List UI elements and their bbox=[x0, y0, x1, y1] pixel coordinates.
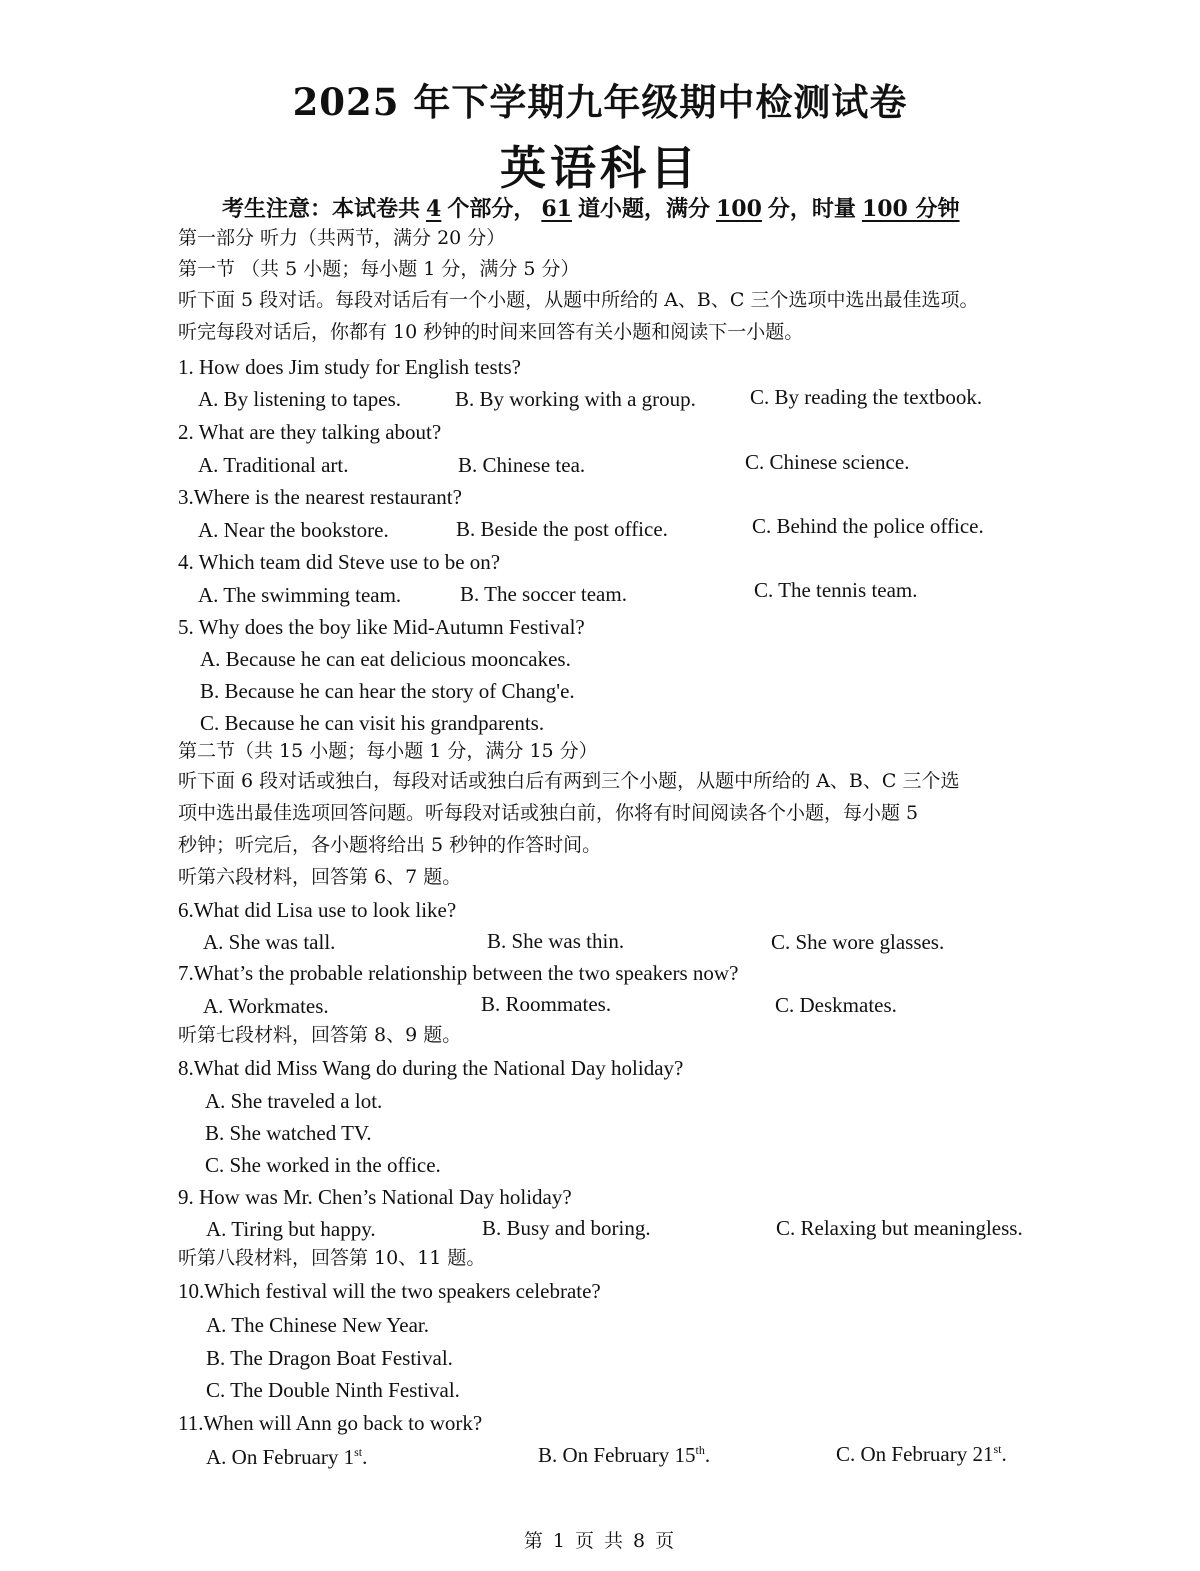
q3-option-a: A. Near the bookstore. bbox=[198, 518, 389, 542]
notice-score: 100 bbox=[715, 196, 762, 222]
q11-option-c-text: C. On February 21 bbox=[836, 1442, 994, 1466]
section2-heading: 第二节（共 15 小题；每小题 1 分，满分 15 分） bbox=[178, 740, 598, 762]
q11-option-a bbox=[206, 1445, 367, 1470]
exam-notice bbox=[222, 192, 966, 223]
q10-option-b: B. The Dragon Boat Festival. bbox=[206, 1346, 453, 1370]
notice-prefix: 考生注意：本试卷共 bbox=[222, 196, 421, 222]
q11-option-b-sup: th bbox=[695, 1443, 705, 1457]
q4-option-b: B. The soccer team. bbox=[460, 582, 627, 606]
notice-mid2: 道小题，满分 bbox=[577, 196, 710, 222]
part1-heading: 第一部分 听力（共两节，满分 20 分） bbox=[178, 227, 506, 249]
exam-title: 2025 年下学期九年级期中检测试卷 bbox=[292, 80, 908, 124]
notice-parts: 4 bbox=[426, 196, 442, 222]
q7-option-a: A. Workmates. bbox=[203, 994, 329, 1018]
q2-option-a: A. Traditional art. bbox=[198, 453, 349, 477]
q5-option-b: B. Because he can hear the story of Chang'e. bbox=[200, 679, 575, 703]
question-6: 6.What did Lisa use to look like? bbox=[178, 898, 457, 922]
section2-instruction-2: 项中选出最佳选项回答问题。听每段对话或独白前，你将有时间阅读各个小题，每小题 5 bbox=[178, 802, 919, 824]
q3-option-b: B. Beside the post office. bbox=[456, 517, 668, 541]
q5-option-a: A. Because he can eat delicious mooncakes. bbox=[200, 647, 571, 671]
question-3: 3.Where is the nearest restaurant? bbox=[178, 485, 462, 509]
q6-option-c: C. She wore glasses. bbox=[771, 930, 945, 954]
question-4: 4. Which team did Steve use to be on? bbox=[178, 550, 501, 574]
section1-instruction-2: 听完每段对话后，你都有 10 秒钟的时间来回答有关小题和阅读下一小题。 bbox=[178, 321, 804, 343]
q4-option-c: C. The tennis team. bbox=[754, 578, 918, 602]
q1-option-a: A. By listening to tapes. bbox=[198, 387, 401, 411]
question-10: 10.Which festival will the two speakers celebrate? bbox=[178, 1279, 601, 1303]
notice-time: 100 分钟 bbox=[861, 196, 960, 222]
q9-option-a: A. Tiring but happy. bbox=[206, 1217, 376, 1241]
q6-option-a: A. She was tall. bbox=[203, 930, 336, 954]
page-footer: 第 1 页 共 8 页 bbox=[523, 1530, 677, 1552]
q9-option-c: C. Relaxing but meaningless. bbox=[776, 1216, 1023, 1240]
q7-option-c: C. Deskmates. bbox=[775, 993, 897, 1017]
q1-option-b: B. By working with a group. bbox=[455, 387, 696, 411]
q2-option-b: B. Chinese tea. bbox=[458, 453, 586, 477]
material-7-heading: 听第七段材料，回答第 8、9 题。 bbox=[178, 1024, 462, 1046]
q11-option-b-end: . bbox=[704, 1443, 711, 1467]
q8-option-c: C. She worked in the office. bbox=[205, 1153, 441, 1177]
q10-option-a: A. The Chinese New Year. bbox=[206, 1313, 430, 1337]
section2-instruction-1: 听下面 6 段对话或独白，每段对话或独白后有两到三个小题，从题中所给的 A、B、C 三个选 bbox=[178, 770, 960, 792]
q11-option-c bbox=[836, 1442, 1007, 1467]
q11-option-a-end: . bbox=[362, 1445, 368, 1469]
q11-option-b-text: B. On February 15 bbox=[538, 1443, 696, 1467]
q9-option-b: B. Busy and boring. bbox=[482, 1216, 651, 1240]
q8-option-b: B. She watched TV. bbox=[205, 1121, 372, 1145]
question-11: 11.When will Ann go back to work? bbox=[178, 1411, 483, 1435]
notice-mid3: 分，时量 bbox=[767, 196, 856, 222]
section1-instruction-1: 听下面 5 段对话。每段对话后有一个小题，从题中所给的 A、B、C 三个选项中选出最佳选项。 bbox=[178, 289, 979, 311]
section2-instruction-3: 秒钟；听完后，各小题将给出 5 秒钟的作答时间。 bbox=[178, 834, 602, 856]
q11-option-a-sup: st bbox=[354, 1445, 363, 1459]
question-1: 1. How does Jim study for English tests? bbox=[178, 355, 521, 379]
q10-option-c: C. The Double Ninth Festival. bbox=[206, 1378, 460, 1402]
question-2: 2. What are they talking about? bbox=[178, 420, 442, 444]
q5-option-c: C. Because he can visit his grandparents. bbox=[200, 711, 545, 735]
q11-option-c-sup: st bbox=[993, 1442, 1002, 1456]
q6-option-b: B. She was thin. bbox=[487, 929, 625, 953]
q11-option-a-text: A. On February 1 bbox=[206, 1445, 355, 1469]
material-8-heading: 听第八段材料，回答第 10、11 题。 bbox=[178, 1247, 486, 1269]
question-9: 9. How was Mr. Chen’s National Day holiday? bbox=[178, 1185, 572, 1209]
material-6-heading: 听第六段材料，回答第 6、7 题。 bbox=[178, 866, 462, 888]
notice-mid1: 个部分， bbox=[447, 196, 536, 222]
q1-option-c: C. By reading the textbook. bbox=[750, 385, 983, 409]
question-5: 5. Why does the boy like Mid-Autumn Festival? bbox=[178, 615, 585, 639]
q11-option-c-end: . bbox=[1001, 1442, 1007, 1466]
q3-option-c: C. Behind the police office. bbox=[752, 514, 984, 538]
notice-questions: 61 bbox=[541, 196, 572, 222]
q8-option-a: A. She traveled a lot. bbox=[205, 1089, 383, 1113]
q2-option-c: C. Chinese science. bbox=[745, 450, 910, 474]
q4-option-a: A. The swimming team. bbox=[198, 583, 402, 607]
q7-option-b: B. Roommates. bbox=[481, 992, 612, 1016]
question-8: 8.What did Miss Wang do during the National Day holiday? bbox=[178, 1056, 684, 1080]
subject-title: 英语科目 bbox=[500, 141, 700, 195]
section1-heading: 第一节 （共 5 小题；每小题 1 分，满分 5 分） bbox=[178, 258, 580, 280]
question-7: 7.What’s the probable relationship between the two speakers now? bbox=[178, 961, 739, 985]
q11-option-b bbox=[538, 1443, 710, 1468]
